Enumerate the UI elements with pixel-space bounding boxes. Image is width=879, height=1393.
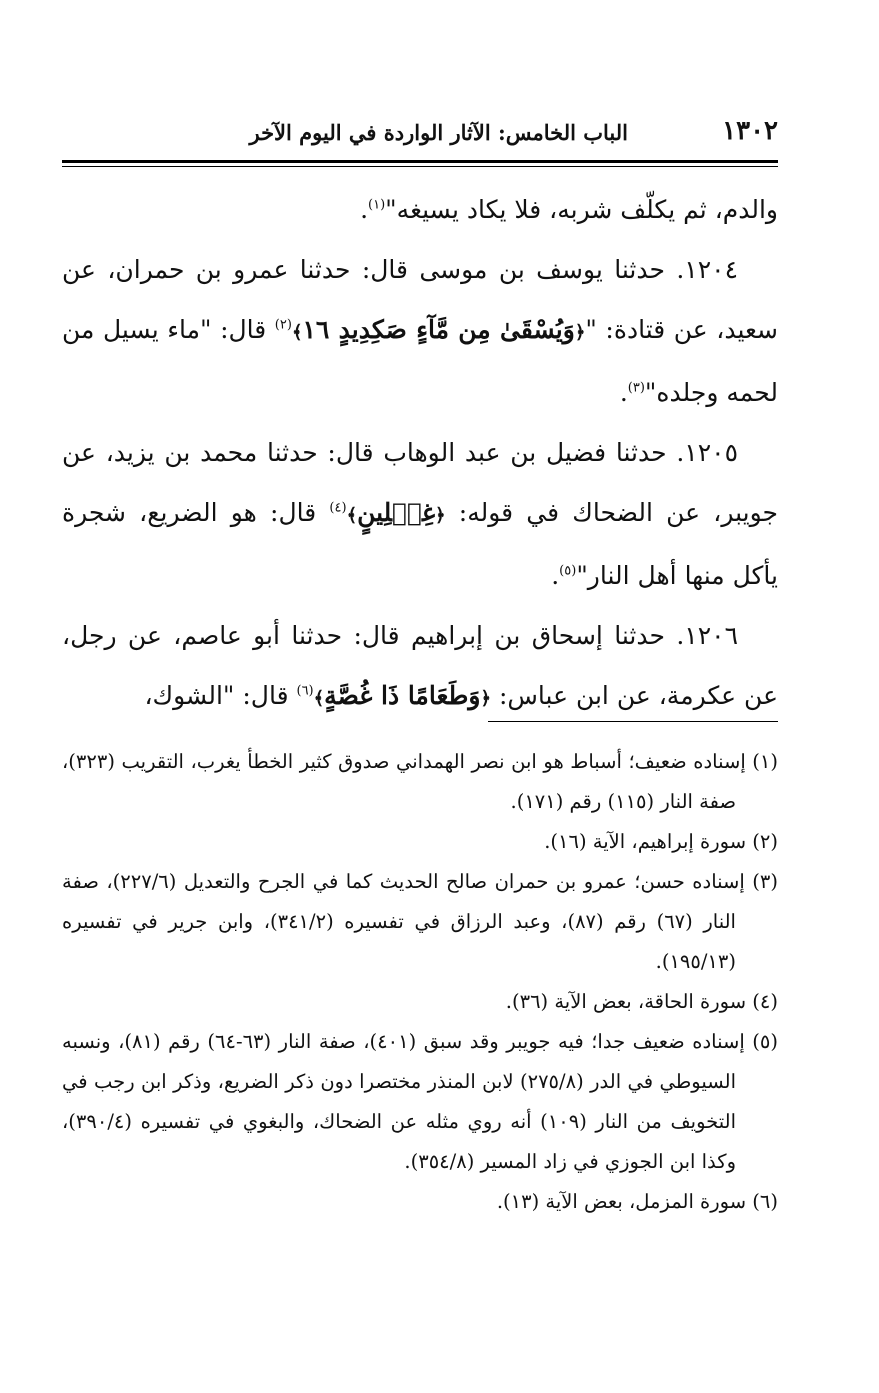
narration-1206: ١٢٠٦. حدثنا إسحاق بن إبراهيم قال: حدثنا أبو عاصم، عن رجل، عن عكرمة، عن ابن عباس: ﴿وَطَعَامًا ذَا غُصَّةٍ﴾$^{(٦)}$ قال: "الشوك، <box>62 621 778 710</box>
main-text <box>62 180 778 729</box>
footnote-3: (٣) إسناده حسن؛ عمرو بن حمران صالح الحديث كما في الجرح والتعديل (٢٢٧/٦)، صفة النار (٦٧) رقم (٨٧)، وعبد الرزاق في تفسيره (٣٤١/٢)، وابن جرير في تفسيره (١٩٥/١٣). <box>62 870 778 973</box>
narration-number: ١٢٠٤. <box>676 255 738 284</box>
paragraph-continuation: والدم، ثم يكلّف شربه، فلا يكاد يسيغه"$^{(١)}$. <box>360 195 778 224</box>
page-number: ١٣٠٢ <box>722 116 778 146</box>
ornate-bracket-close: ﴾ <box>291 322 303 343</box>
ornate-bracket-close: ﴾ <box>313 688 325 709</box>
page-header <box>62 110 778 154</box>
header-rule-thin <box>62 166 778 167</box>
footnote-2: (٢) سورة إبراهيم، الآية (١٦). <box>544 830 778 853</box>
footnotes <box>62 742 778 1222</box>
footnote-separator <box>488 721 778 722</box>
quran-verse: ﴿وَطَعَامًا ذَا غُصَّةٍ﴾ <box>313 681 492 710</box>
narration-1204: ١٢٠٤. حدثنا يوسف بن موسى قال: حدثنا عمرو بن حمران، عن سعيد، عن قتادة: "﴿وَيُسْقَىٰ مِن مَّآءٍ صَكِدِيدٍ ١٦﴾$^{(٢)}$ قال: "ماء يسيل من لحمه وجلده"$^{(٣)}$. <box>62 255 778 407</box>
book-page <box>62 110 778 1350</box>
header-rule <box>62 160 778 163</box>
narration-number: ١٢٠٥. <box>676 438 738 467</box>
quran-verse: ﴿غِسۡلِينٍ﴾ <box>346 498 446 527</box>
footnote-6: (٦) سورة المزمل، بعض الآية (١٣). <box>496 1190 778 1213</box>
footnote-1: (١) إسناده ضعيف؛ أسباط هو ابن نصر الهمداني صدوق كثير الخطأ يغرب، التقريب (٣٢٣)، صفة النار (١١٥) رقم (١٧١). <box>62 750 778 813</box>
footnote-ref: (٣) <box>627 380 645 396</box>
ornate-bracket-open: ﴿ <box>480 688 492 709</box>
narration-1205: ١٢٠٥. حدثنا فضيل بن عبد الوهاب قال: حدثنا محمد بن يزيد، عن جويبر، عن الضحاك في قوله: ﴿غِسۡلِينٍ﴾$^{(٤)}$ قال: هو الضريع، شجرة يأكل منها أهل النار"$^{(٥)}$. <box>62 438 778 590</box>
footnote-5: (٥) إسناده ضعيف جدا؛ فيه جويبر وقد سبق (٤٠١)، صفة النار (٦٣-٦٤) رقم (٨١)، ونسبه السيوطي في الدر (٢٧٥/٨) لابن المنذر مختصرا دون ذكر الضريع، وذكر ابن رجب في التخويف من النار (١٠٩) أنه روي مثله عن الضحاك، والبغوي في تفسيره (٣٩٠/٤)، وكذا ابن الجوزي في زاد المسير (٣٥٤/٨). <box>62 1030 778 1173</box>
narration-number: ١٢٠٦. <box>676 621 738 650</box>
footnote-ref: (٥) <box>559 563 577 579</box>
footnote-ref: (١) <box>368 197 386 213</box>
footnote-ref: (٦) <box>296 683 314 699</box>
ornate-bracket-open: ﴿ <box>574 322 586 343</box>
ornate-bracket-close: ﴾ <box>346 505 358 526</box>
footnote-4: (٤) سورة الحاقة، بعض الآية (٣٦). <box>505 990 778 1013</box>
quran-verse: ﴿وَيُسْقَىٰ مِن مَّآءٍ صَكِدِيدٍ ١٦﴾ <box>291 315 586 344</box>
running-title: الباب الخامس: الآثار الواردة في اليوم الآخر <box>249 120 628 145</box>
footnote-ref: (٢) <box>274 317 292 333</box>
ornate-bracket-open: ﴿ <box>435 505 446 526</box>
footnote-ref: (٤) <box>329 500 347 516</box>
